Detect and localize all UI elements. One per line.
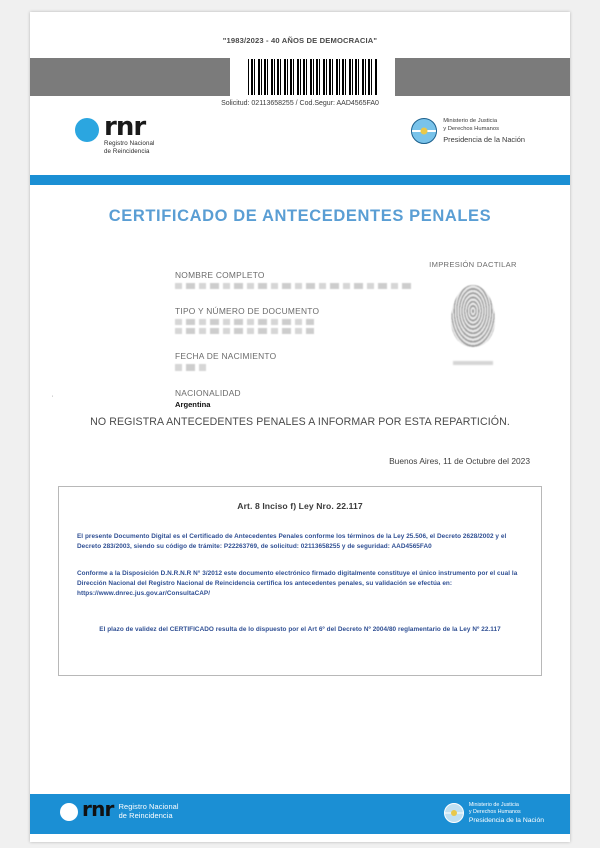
field-value: Argentina bbox=[175, 400, 211, 409]
certificate-sheet bbox=[30, 12, 570, 842]
logo-header bbox=[30, 112, 570, 170]
rnr-wordmark: rnr bbox=[104, 112, 146, 142]
footer-rnr-dot-icon bbox=[60, 803, 78, 821]
democracy-banner-text: "1983/2023 - 40 AÑOS DE DEMOCRACIA" bbox=[222, 36, 378, 45]
fingerprint-icon bbox=[451, 285, 495, 347]
result-statement: NO REGISTRA ANTECEDENTES PENALES A INFORMAR POR ESTA REPARTICIÓN. bbox=[90, 416, 510, 428]
redacted-value-bar bbox=[175, 319, 314, 325]
field-label: TIPO Y NÚMERO DE DOCUMENTO bbox=[175, 306, 320, 316]
city-date-line: Buenos Aires, 11 de Octubre del 2023 bbox=[389, 456, 530, 466]
redacted-value-bar bbox=[175, 328, 314, 334]
barcode-container bbox=[230, 58, 395, 96]
legal-paragraph-1: El presente Documento Digital es el Certificado de Antecedentes Penales conforme los términos de la Ley 25.506, el Decreto 2628/2002 y el Decreto 283/2003, siendo su código de trámite: P22263769, de solicitud: 02113658255 y de seguridad: AAD4565FA0 bbox=[77, 533, 507, 551]
legal-title: Art. 8 Inciso f) Ley Nro. 22.117 bbox=[237, 501, 363, 511]
footer-bar bbox=[30, 794, 570, 834]
barcode-strip bbox=[30, 58, 570, 96]
fingerprint-caption-redacted bbox=[453, 361, 493, 365]
fingerprint-label: IMPRESIÓN DACTILAR bbox=[429, 260, 517, 269]
ministry-logo bbox=[411, 118, 525, 144]
field-fecha-nacimiento bbox=[175, 351, 415, 371]
personal-data-fields bbox=[175, 270, 415, 426]
ministry-text bbox=[443, 118, 525, 144]
footer-rnr-subtitle bbox=[119, 802, 179, 821]
field-nacionalidad bbox=[175, 388, 415, 409]
field-label: FECHA DE NACIMIENTO bbox=[175, 351, 277, 361]
ministry-line2: y Derechos Humanos bbox=[443, 125, 499, 132]
ministry-line3: Presidencia de la Nación bbox=[443, 134, 525, 144]
grey-band-right bbox=[395, 58, 570, 96]
redacted-value-bar bbox=[175, 364, 209, 371]
footer-rnr-subtitle-line1: Registro Nacional bbox=[118, 802, 179, 811]
ministry-line1: Ministerio de Justicia bbox=[443, 118, 498, 125]
legal-paragraph-2: Conforme a la Disposición D.N.R.N.R N° 3/2012 este documento electrónico firmado digitalmente constituye el único instrumento por el cual la Dirección Nacional del Registro Nacional de Reincidencia certifica los antecedentes penales, su validación se efectúa en: https://www.dnrec.jus.gov.ar/ConsultaCAP/ bbox=[77, 570, 518, 598]
rnr-dot-icon bbox=[75, 118, 99, 142]
legal-paragraph-3: El plazo de validez del CERTIFICADO resulta de lo dispuesto por el Art 6º del Decreto Nº 2004/80 reglamentario de la Ley Nº 22.117 bbox=[99, 625, 501, 633]
footer-rnr-text bbox=[82, 797, 179, 821]
fingerprint-block bbox=[398, 260, 548, 365]
footer-ministry-line1: Ministerio de Justicia bbox=[468, 802, 519, 808]
legal-notice-box bbox=[58, 486, 542, 676]
footer-argentina-sun-shield-icon bbox=[444, 803, 464, 823]
field-label: NACIONALIDAD bbox=[175, 388, 241, 398]
footer-rnr-subtitle-line2: de Reincidencia bbox=[118, 811, 173, 821]
rnr-logo bbox=[75, 112, 155, 156]
footer-ministry-line2: y Derechos Humanos bbox=[468, 809, 521, 816]
field-label: NOMBRE COMPLETO bbox=[175, 270, 265, 280]
barcode-icon bbox=[248, 59, 378, 95]
footer-rnr-wordmark: rnr bbox=[82, 797, 114, 821]
stray-mark: ' bbox=[52, 396, 54, 402]
rnr-subtitle-line1: Registro Nacional bbox=[104, 140, 155, 148]
field-tipo-numero-documento bbox=[175, 306, 415, 334]
footer-ministry-logo bbox=[444, 802, 544, 824]
footer-ministry-line3: Presidencia de la Nación bbox=[468, 817, 544, 825]
rnr-subtitle-line2: de Reincidencia bbox=[104, 147, 150, 155]
rnr-logo-text bbox=[104, 112, 155, 156]
grey-band-left bbox=[30, 58, 230, 96]
page-title: CERTIFICADO DE ANTECEDENTES PENALES bbox=[108, 207, 492, 225]
argentina-sun-shield-icon bbox=[411, 118, 437, 144]
field-nombre-completo bbox=[175, 270, 415, 289]
redacted-value-bar bbox=[175, 283, 415, 289]
solicitud-security-line: Solicitud: 02113658255 / Cod.Segur: AAD4565FA0 bbox=[221, 100, 379, 107]
rnr-subtitle bbox=[104, 140, 155, 156]
blue-divider-bar bbox=[30, 175, 570, 185]
footer-rnr-logo bbox=[60, 797, 179, 821]
footer-ministry-text bbox=[469, 802, 544, 824]
